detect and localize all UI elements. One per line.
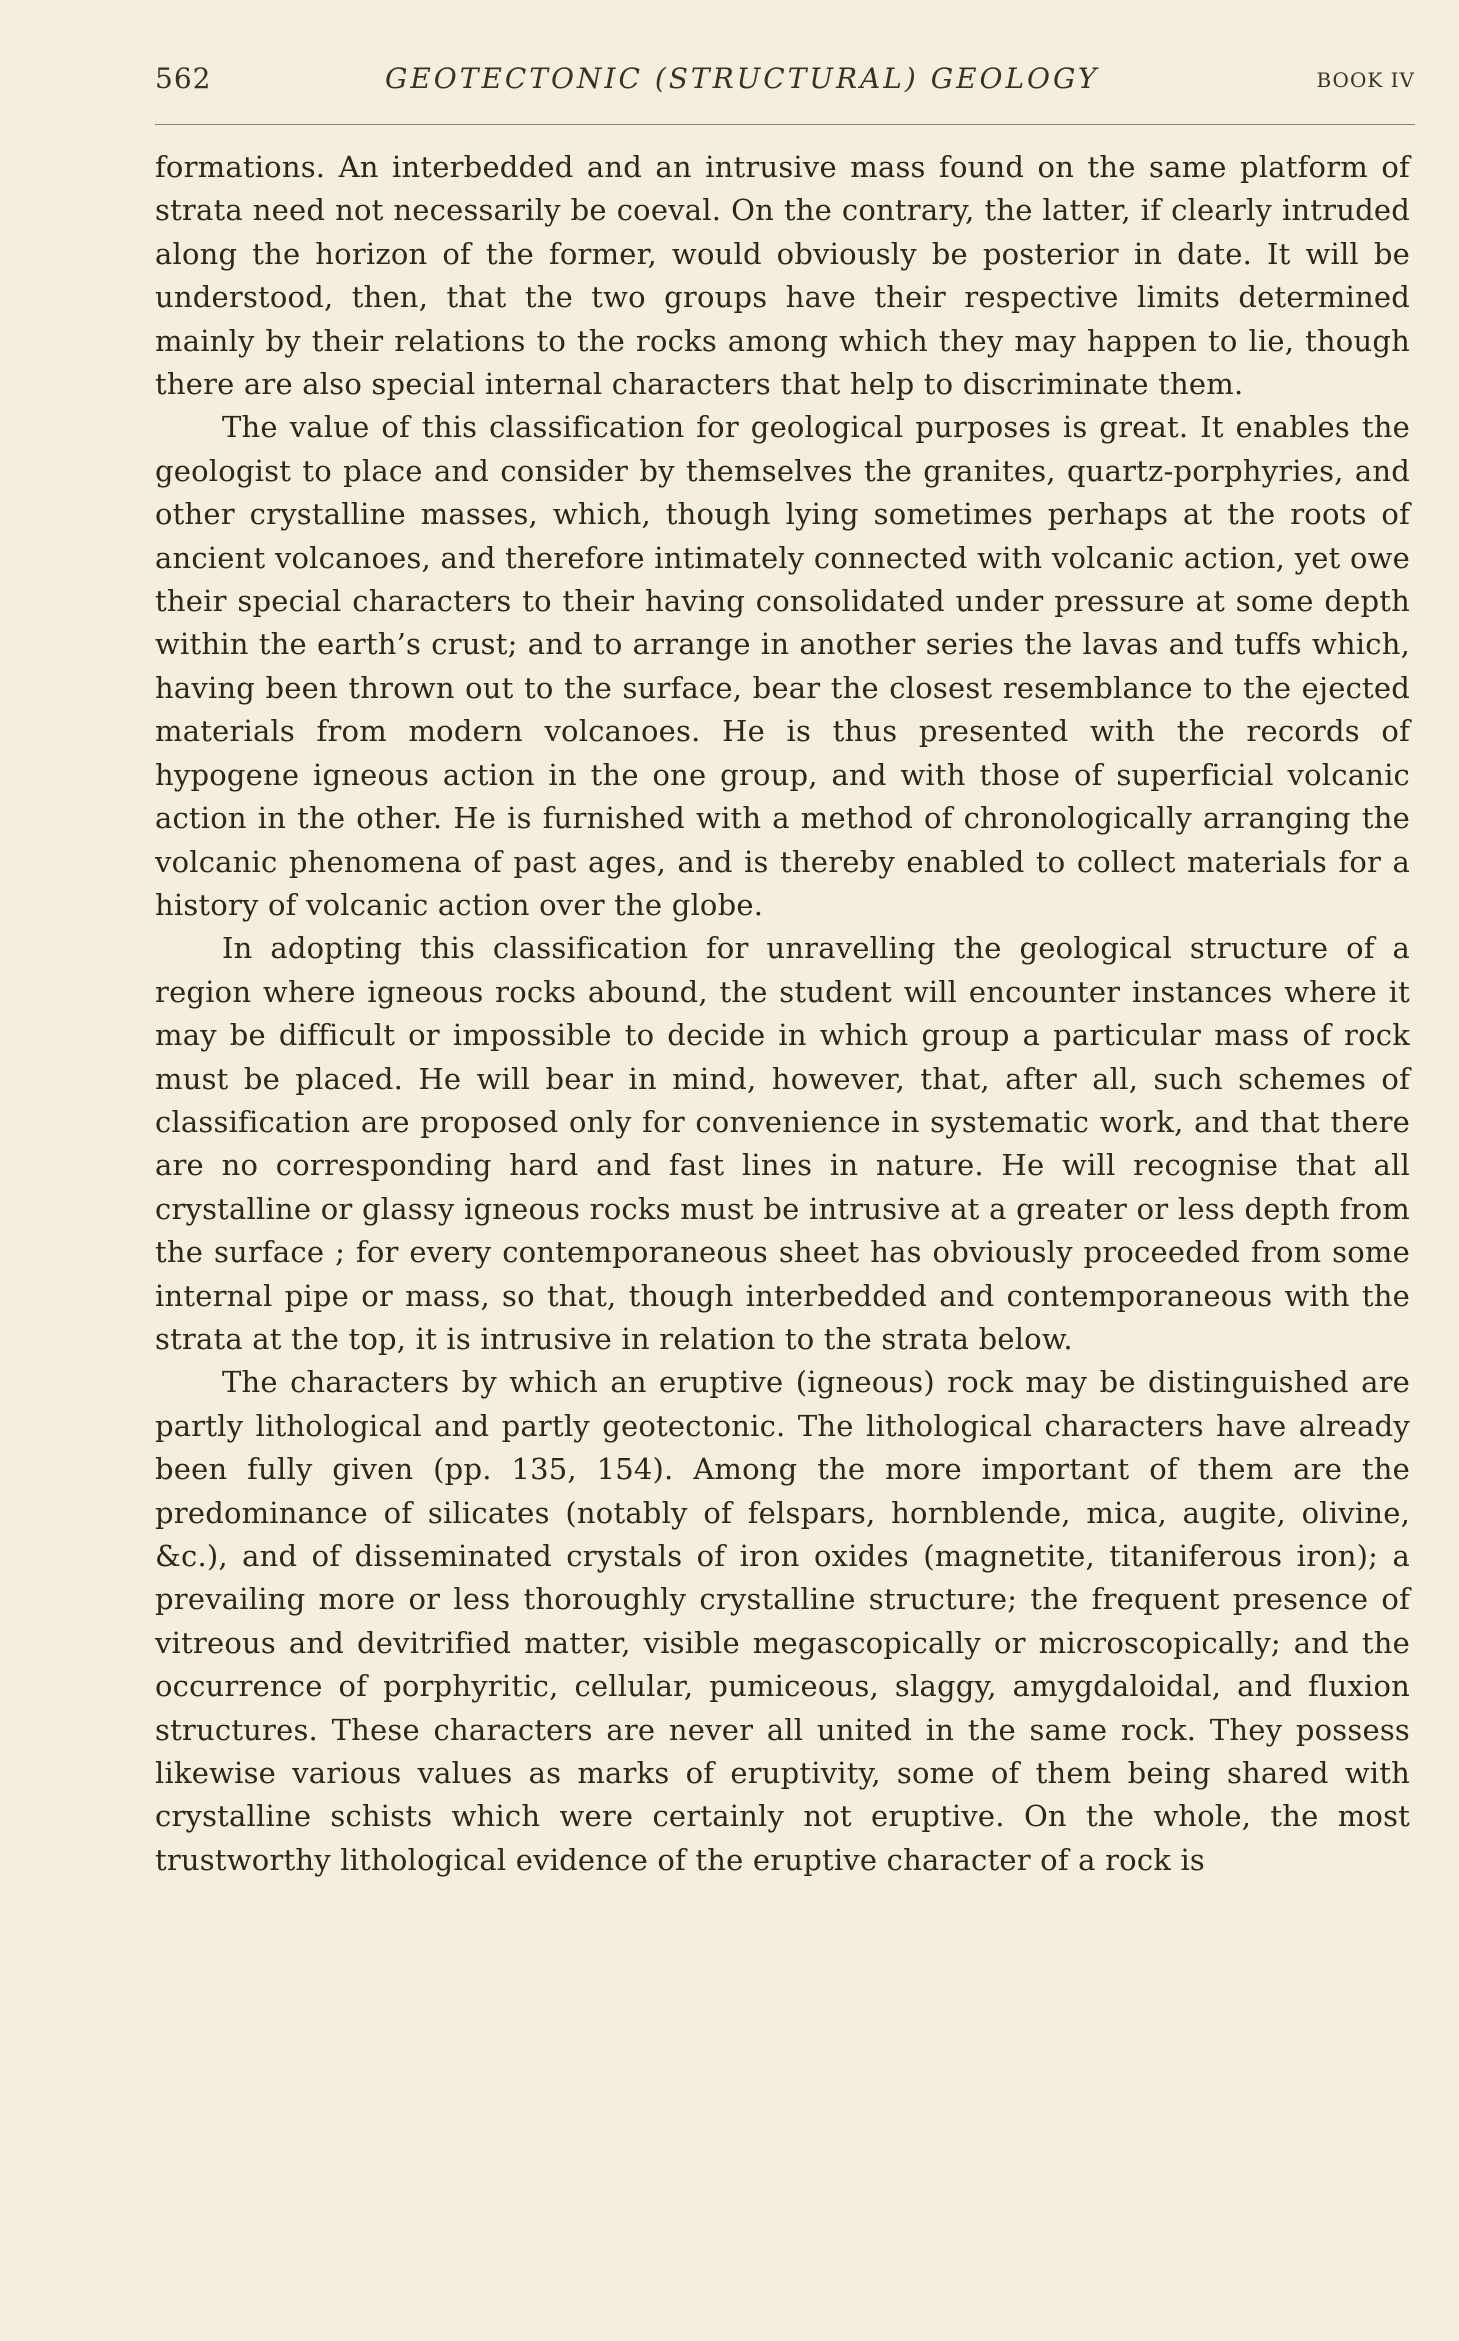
running-title: GEOTECTONIC (STRUCTURAL) GEOLOGY — [385, 62, 1100, 95]
book-label: BOOK IV — [1316, 68, 1415, 92]
paragraph-classification-value: The value of this classification for geological purposes is great. It enables the geologist to place and consider by themselves the granites, quartz-porphyries, and other crystalline masses, which, though lying sometimes perhaps at the roots of ancient volcanoes, and therefore intimately connected with volcanic action, yet owe their special characters to their having consolidated under pressure at some depth within the earth’s crust; and to arrange in another series the lavas and tuffs which, having been thrown out to the surface, bear the closest resemblance to the ejected materials from modern volcanoes. He is thus presented with the records of hypogene igneous action in the one group, and with those of superficial volcanic action in the other. He is furnished with a method of chronologically arranging the volcanic phenomena of past ages, and is thereby enabled to collect materials for a history of volcanic action over the globe. — [155, 410, 1410, 922]
body-text — [155, 146, 1410, 1882]
header-rule — [155, 124, 1415, 125]
paragraph-continued: formations. An interbedded and an intrusive mass found on the same platform of strata need not necessarily be coeval. On the contrary, the latter, if clearly intruded along the horizon of the former, would obviously be posterior in date. It will be understood, then, that the two groups have their respective limits determined mainly by their relations to the rocks among which they may happen to lie, though there are also special internal characters that help to discriminate them. — [155, 150, 1410, 402]
running-head — [155, 62, 1415, 110]
paragraph-classification-adoption: In adopting this classification for unravelling the geological structure of a region where igneous rocks abound, the student will encounter instances where it may be difficult or impossible to decide in which group a particular mass of rock must be placed. He will bear in mind, however, that, after all, such schemes of classification are proposed only for convenience in systematic work, and that there are no corresponding hard and fast lines in nature. He will recognise that all crystalline or glassy igneous rocks must be intrusive at a greater or less depth from the surface ; for every contemporaneous sheet has obviously proceeded from some internal pipe or mass, so that, though interbedded and contemporaneous with the strata at the top, it is intrusive in relation to the strata below. — [155, 931, 1410, 1356]
paragraph-eruptive-characters: The characters by which an eruptive (igneous) rock may be distinguished are partly lithological and partly geotectonic. The lithological characters have already been fully given (pp. 135, 154). Among the more important of them are the predominance of silicates (notably of felspars, hornblende, mica, augite, olivine, &c.), and of disseminated crystals of iron oxides (magnetite, titaniferous iron); a prevailing more or less thoroughly crystalline structure; the frequent presence of vitreous and devitrified matter, visible megascopically or microscopically; and the occurrence of porphyritic, cellular, pumiceous, slaggy, amygdaloidal, and fluxion structures. These characters are never all united in the same rock. They possess likewise various values as marks of eruptivity, some of them being shared with crystalline schists which were certainly not eruptive. On the whole, the most trustworthy lithological evidence of the eruptive character of a rock is — [155, 1365, 1410, 1877]
page-number: 562 — [155, 62, 212, 95]
